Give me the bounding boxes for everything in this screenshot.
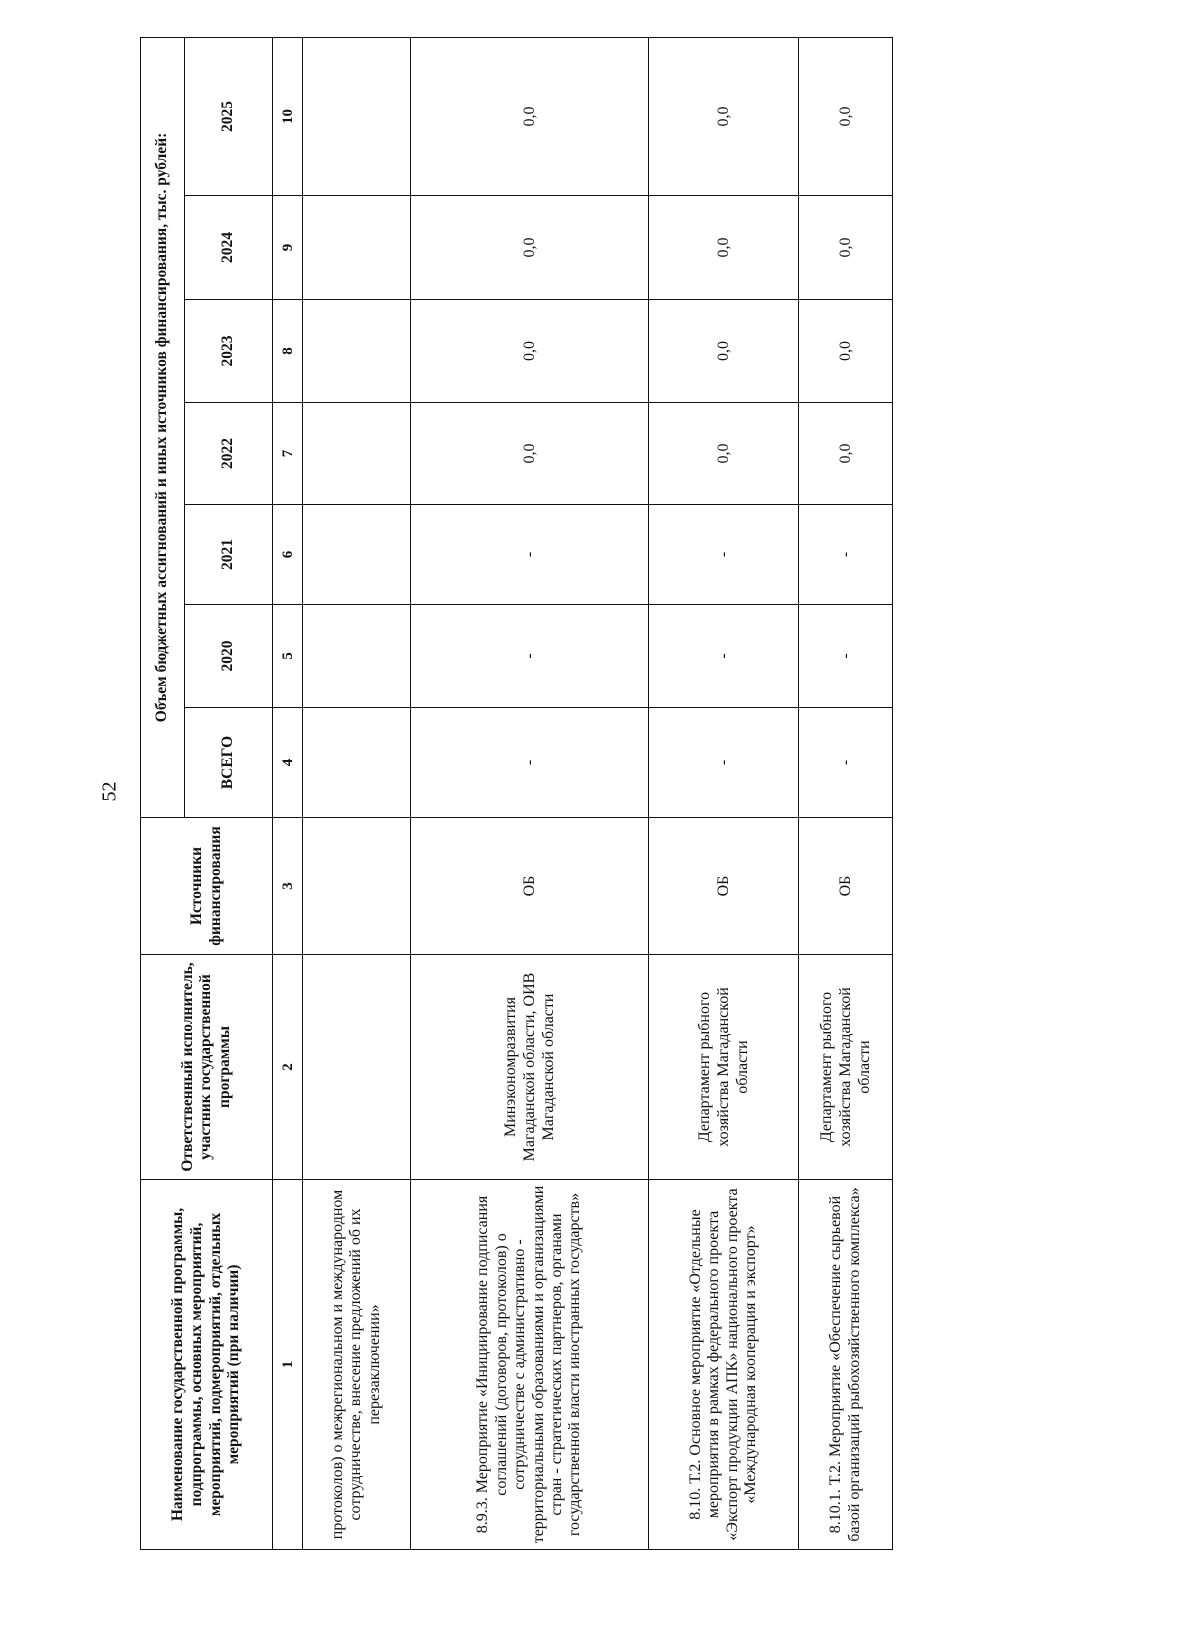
header-year-2024: 2024 — [185, 196, 273, 300]
row-value-cell: 0,0 — [799, 37, 893, 195]
row-value-cell: 0,0 — [411, 403, 649, 505]
column-number: 8 — [273, 300, 303, 403]
row-value-cell — [303, 196, 411, 300]
row-value-cell: 0,0 — [649, 196, 799, 300]
row-name-cell: 8.10. Т.2. Основное мероприятие «Отдельные мероприятия в рамках федерального проекта «Экспорт продукции АПК» национального проекта «Международная кооперация и экспорт» — [649, 1180, 799, 1550]
row-source-cell — [303, 818, 411, 955]
column-number-row — [273, 37, 303, 1549]
row-value-cell: - — [799, 605, 893, 708]
row-name-cell: протоколов) о межрегиональном и международном сотрудничестве, внесение предложений об их перезаключении» — [303, 1180, 411, 1550]
row-value-cell: 0,0 — [411, 300, 649, 403]
column-number: 2 — [273, 955, 303, 1180]
financing-table — [140, 37, 893, 1550]
row-value-cell: 0,0 — [649, 37, 799, 195]
table-row — [649, 37, 799, 1549]
row-value-cell — [303, 708, 411, 818]
row-executor-cell: Департамент рыбного хозяйства Магаданской области — [799, 955, 893, 1180]
header-sources: Источники финансирования — [141, 818, 273, 955]
column-number: 1 — [273, 1180, 303, 1550]
row-value-cell: 0,0 — [411, 37, 649, 195]
header-volume: Объем бюджетных ассигнований и иных источников финансирования, тыс. рублей: — [141, 37, 185, 817]
row-value-cell: - — [649, 505, 799, 605]
row-value-cell — [303, 300, 411, 403]
column-number: 5 — [273, 605, 303, 708]
header-year-2022: 2022 — [185, 403, 273, 505]
row-executor-cell: Минэкономразвития Магаданской области, ОИВ Магаданской области — [411, 955, 649, 1180]
row-name-cell: 8.9.3. Мероприятие «Инициирование подписания соглашений (договоров, протоколов) о сотрудничестве с административно - территориальными образованиями и организациями стран - стратегических партнеров, органами государственной власти иностранных государств» — [411, 1180, 649, 1550]
header-executor: Ответственный исполнитель, участник государственной программы — [141, 955, 273, 1180]
column-number: 4 — [273, 708, 303, 818]
row-value-cell: - — [411, 505, 649, 605]
row-value-cell: 0,0 — [649, 403, 799, 505]
column-number: 7 — [273, 403, 303, 505]
row-value-cell: - — [411, 708, 649, 818]
header-name: Наименование государственной программы, подпрограммы, основных мероприятий, мероприятий, подмероприятий, отдельных мероприятий (при наличии) — [141, 1180, 273, 1550]
row-value-cell — [303, 605, 411, 708]
row-executor-cell — [303, 955, 411, 1180]
row-source-cell: ОБ — [411, 818, 649, 955]
header-year-2025: 2025 — [185, 37, 273, 195]
header-year-2023: 2023 — [185, 300, 273, 403]
page-number: 52 — [98, 781, 121, 802]
row-value-cell: 0,0 — [799, 300, 893, 403]
header-year-2021: 2021 — [185, 505, 273, 605]
row-value-cell — [303, 403, 411, 505]
row-value-cell: 0,0 — [799, 196, 893, 300]
column-number: 10 — [273, 37, 303, 195]
table-row — [799, 37, 893, 1549]
row-value-cell: - — [799, 505, 893, 605]
column-number: 6 — [273, 505, 303, 605]
header-row-1 — [141, 37, 185, 1549]
column-number: 9 — [273, 196, 303, 300]
row-value-cell — [303, 505, 411, 605]
row-value-cell: 0,0 — [411, 196, 649, 300]
table-rotated-container — [140, 38, 892, 1550]
row-source-cell: ОБ — [649, 818, 799, 955]
row-value-cell: - — [411, 605, 649, 708]
header-year-2020: 2020 — [185, 605, 273, 708]
row-value-cell: - — [649, 605, 799, 708]
row-executor-cell: Департамент рыбного хозяйства Магаданской области — [649, 955, 799, 1180]
column-number: 3 — [273, 818, 303, 955]
row-value-cell: 0,0 — [799, 403, 893, 505]
table-row — [303, 37, 411, 1549]
row-name-cell: 8.10.1. Т.2. Мероприятие «Обеспечение сырьевой базой организаций рыбохозяйственного комплекса» — [799, 1180, 893, 1550]
row-value-cell: 0,0 — [649, 300, 799, 403]
row-value-cell — [303, 37, 411, 195]
table-row — [411, 37, 649, 1549]
header-year-total: ВСЕГО — [185, 708, 273, 818]
row-value-cell: - — [649, 708, 799, 818]
row-source-cell: ОБ — [799, 818, 893, 955]
row-value-cell: - — [799, 708, 893, 818]
